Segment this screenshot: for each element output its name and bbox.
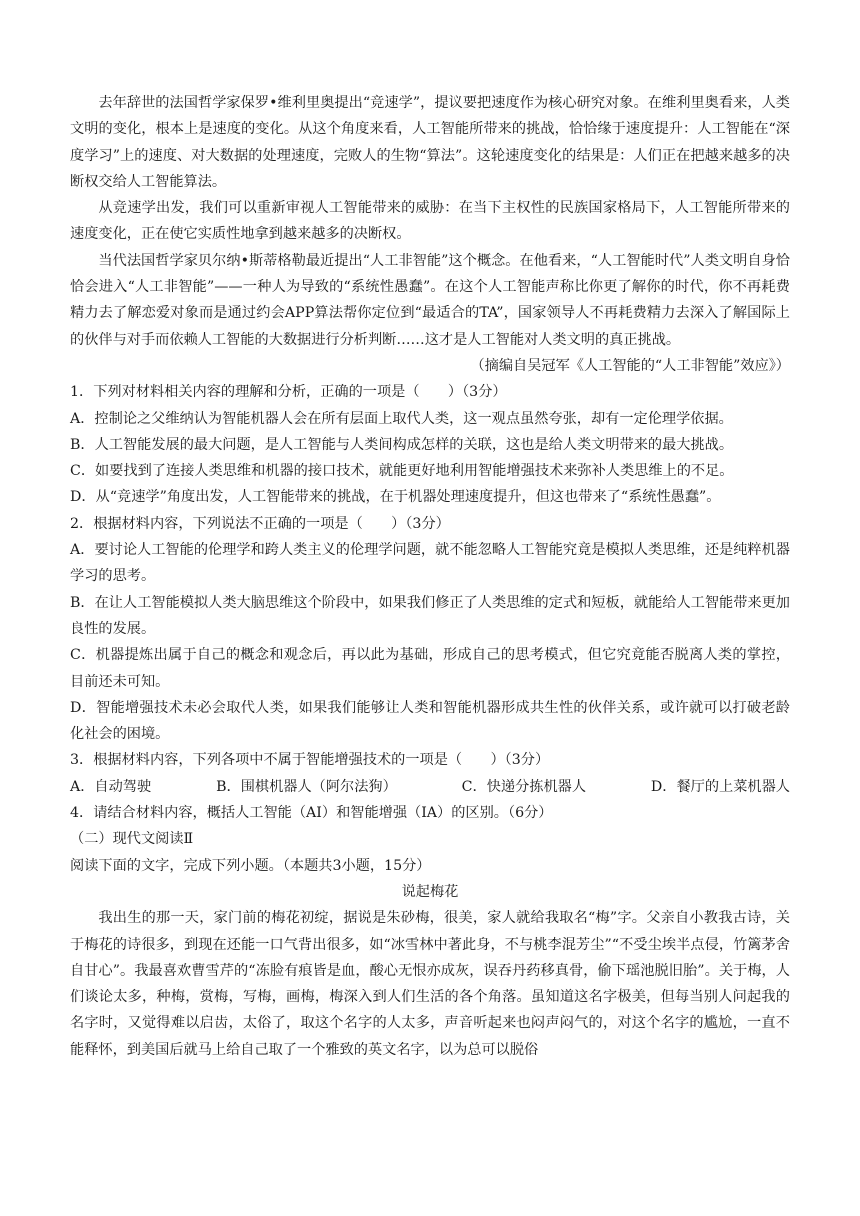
- answer-option: B．在让人工智能模拟人类大脑思维这个阶段中，如果我们修正了人类思维的定式和短板，就能给人工智能带来更加良性的发展。: [70, 594, 790, 637]
- answer-option: C．机器提炼出属于自己的概念和观念后，再以此为基础，形成自己的思考模式，但它究竟能否脱离人类的掌控，目前还未可知。: [70, 647, 790, 690]
- answer-option: A．自动驾驶: [70, 778, 152, 795]
- question-stem: 2．根据材料内容，下列说法不正确的一项是（ ）（3分）: [70, 515, 450, 532]
- article-title: 说起梅花: [401, 883, 459, 900]
- answer-option: D．智能增强技术未必会取代人类，如果我们能够让人类和智能机器形成共生性的伙伴关系，或许就可以打破老龄化社会的困境。: [70, 699, 790, 743]
- question-stem: 3．根据材料内容，下列各项中不属于智能增强技术的一项是（ ）（3分）: [70, 752, 550, 769]
- material-source: （摘编自吴冠军《人工智能的“人工非智能”效应》）: [470, 357, 790, 374]
- answer-option: A．控制论之父维纳认为智能机器人会在所有层面上取代人类，这一观点虽然夸张，却有一定伦理学依据。: [70, 410, 733, 427]
- question-2: [70, 511, 790, 748]
- answer-option: C．如要找到了连接人类思维和机器的接口技术，就能更好地利用智能增强技术来弥补人类思维上的不足。: [70, 463, 734, 480]
- answer-option: B．人工智能发展的最大问题，是人工智能与人类间构成怎样的关联，这也是给人类文明带来的最大挑战。: [70, 436, 734, 453]
- question-3: [70, 747, 790, 800]
- section-heading: （二）现代文阅读Ⅱ: [70, 831, 194, 848]
- material-paragraph: 当代法国哲学家贝尔纳•斯蒂格勒最近提出“人工非智能”这个概念。在他看来，“人工智能时代”人类文明自身恰恰会进入“人工非智能”——一种人为导致的“系统性愚蠢”。在这个人工智能声称比你更了解你的时代，你不再耗费精力去了解恋爱对象而是通过约会APP算法帮你定位到“最适合的TA”，国家领导人不再耗费精力去深入了解国际上的伙伴与对手而依赖人工智能的大数据进行分析判断……这才是人工智能对人类文明的真正挑战。: [70, 252, 790, 348]
- material-paragraph: 从竞速学出发，我们可以重新审视人工智能带来的威胁：在当下主权性的民族国家格局下，人工智能所带来的速度变化，正在使它实质性地拿到越来越多的决断权。: [70, 200, 790, 243]
- article-paragraph: 我出生的那一天，家门前的梅花初绽，据说是朱砂梅，很美，家人就给我取名“梅”字。父亲自小教我古诗，关于梅花的诗很多，到现在还能一口气背出很多，如“冰雪林中著此身，不与桃李混芳尘”“不受尘埃半点侵，竹篱茅舍自甘心”。我最喜欢曹雪芹的“冻脸有痕皆是血，酸心无恨亦成灰，误吞丹药移真骨，偷下瑶池脱旧胎”。关于梅，人们谈论太多，种梅，赏梅，写梅，画梅，梅深入到人们生活的各个角落。虽知道这名字极美，但每当别人问起我的名字时，又觉得难以启齿，太俗了，取这个名字的人太多，声音听起来也闷声闷气的，对这个名字的尴尬，一直不能释怀，到美国后就马上给自己取了一个雅致的英文名字，以为总可以脱俗: [70, 910, 790, 1058]
- reading-material: [70, 90, 790, 379]
- question-1: [70, 379, 790, 510]
- answer-option: D．从“竞速学”角度出发，人工智能带来的挑战，在于机器处理速度提升，但这也带来了“系统性愚蠢”。: [70, 489, 721, 506]
- question-stem: 4．请结合材料内容，概括人工智能（AI）和智能增强（IA）的区别。（6分）: [70, 805, 553, 822]
- answer-option: B．围棋机器人（阿尔法狗）: [216, 778, 397, 795]
- modern-reading-2: [70, 826, 790, 1063]
- answer-options-row: [70, 774, 790, 800]
- answer-option: C．快递分拣机器人: [461, 778, 587, 795]
- material-paragraph: 去年辞世的法国哲学家保罗•维利里奥提出“竞速学”，提议要把速度作为核心研究对象。在维利里奥看来，人类文明的变化，根本上是速度的变化。从这个角度来看，人工智能所带来的挑战，恰恰缘于速度提升：人工智能在“深度学习”上的速度、对大数据的处理速度，完败人的生物“算法”。这轮速度变化的结果是：人们正在把越来越多的决断权交给人工智能算法。: [70, 95, 790, 190]
- question-4: [70, 800, 790, 826]
- answer-option: D．餐厅的上菜机器人: [650, 778, 790, 795]
- question-stem: 1．下列对材料相关内容的理解和分析，正确的一项是（ ）（3分）: [70, 384, 507, 401]
- exam-page: [70, 90, 790, 1063]
- answer-option: A．要讨论人工智能的伦理学和跨人类主义的伦理学问题，就不能忽略人工智能究竟是模拟人类思维，还是纯粹机器学习的思考。: [70, 542, 790, 585]
- section-instruction: 阅读下面的文字，完成下列小题。（本题共3小题，15分）: [70, 857, 431, 874]
